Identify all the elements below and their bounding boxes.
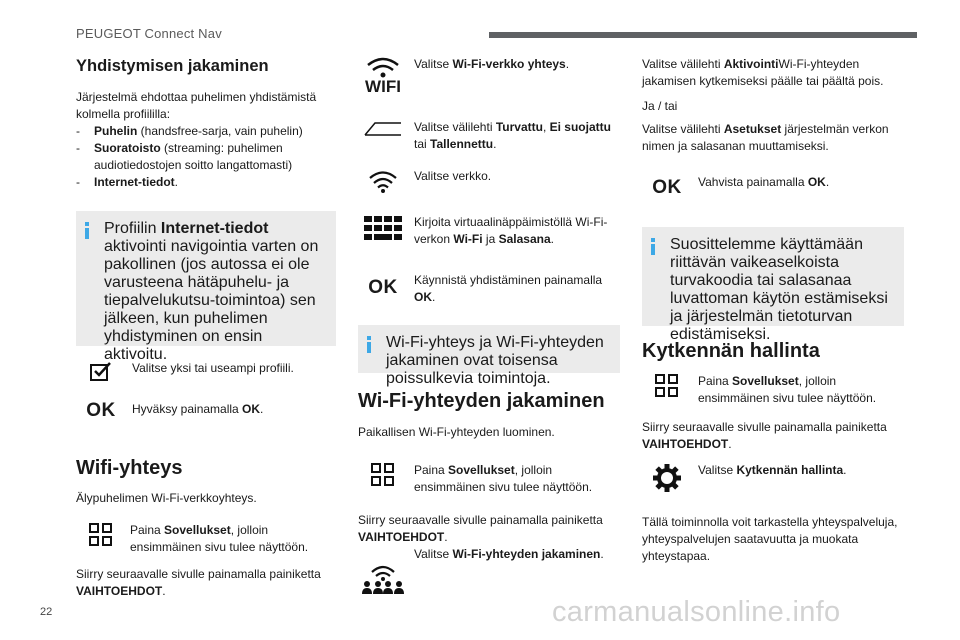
step-select-network: Valitse verkko. bbox=[358, 168, 620, 194]
step-start-connect: OK Käynnistä yhdistäminen painamalla OK. bbox=[368, 273, 603, 304]
profile-item: - Puhelin (handsfree-sarja, vain puhelin) bbox=[76, 123, 338, 140]
step-accept: OK Hyväksy painamalla OK. bbox=[86, 400, 264, 421]
heading-connection-management: Kytkennän hallinta bbox=[642, 340, 820, 362]
step-apps-2: Paina Sovellukset, jolloin ensimmäinen sivu tulee näyttöön. bbox=[358, 462, 620, 496]
heading-connection-sharing: Yhdistymisen jakaminen bbox=[76, 57, 269, 75]
wifi-sharing-intro: Paikallisen Wi-Fi-yhteyden luominen. bbox=[358, 425, 555, 439]
ok-icon: OK bbox=[86, 400, 116, 421]
header-bar bbox=[489, 32, 917, 38]
activation-tab-text: Valitse välilehti AktivointiWi-Fi-yhteyden jakamisen kytkemiseksi päälle tai päältä pois. bbox=[642, 57, 884, 88]
manual-title: PEUGEOT Connect Nav bbox=[76, 26, 222, 41]
column-3-top bbox=[642, 56, 904, 155]
step-confirm: OK Vahvista painamalla OK. bbox=[652, 175, 830, 198]
watermark: carmanualsonline.info bbox=[552, 596, 841, 628]
wifi-icon: WIFI bbox=[358, 56, 408, 96]
profile-item: - Internet-tiedot. bbox=[76, 174, 338, 191]
apps-icon bbox=[358, 462, 408, 488]
wifi-signal-icon bbox=[358, 168, 408, 194]
and-or-text: Ja / tai bbox=[642, 99, 678, 113]
step-select-profiles: Valitse yksi tai useampi profiili. bbox=[76, 360, 338, 382]
wifi-intro: Älypuhelimen Wi-Fi-verkkoyhteys. bbox=[76, 491, 257, 505]
info-icon bbox=[85, 222, 89, 239]
info-box-internet-data: Profiilin Internet-tiedot aktivointi navigointia varten on pakollinen (jos autossa ei ole varusteena hätäpuhelu- ja tiepalvelukutsu-toimintoa) sen jälkeen, kun puhelimen yhdistyminen on ensin aktivoitu. bbox=[76, 211, 336, 346]
ok-icon: OK bbox=[368, 277, 398, 298]
heading-wifi: Wifi-yhteys bbox=[76, 457, 183, 479]
info-box-security: Suosittelemme käyttämään riittävän vaikeaselkoista turvakoodia tai salasanaa luvattoman käytön estämiseksi ja järjestelmän tietoturvan edistämiseksi. bbox=[642, 227, 904, 326]
profile-list bbox=[76, 123, 338, 191]
profiles-intro: Järjestelmä ehdottaa puhelimen yhdistämistä kolmella profiililla: bbox=[76, 90, 317, 121]
step-wifi-network: WIFI Valitse Wi-Fi-verkko yhteys. bbox=[358, 56, 620, 96]
step-apps-1: Paina Sovellukset, jolloin ensimmäinen sivu tulee näyttöön. bbox=[76, 522, 338, 556]
apps-icon bbox=[76, 522, 126, 548]
settings-tab-text: Valitse välilehti Asetukset järjestelmän verkon nimen ja salasanan muuttamiseksi. bbox=[642, 122, 889, 153]
connection-management-description: Tällä toiminnolla voit tarkastella yhteyspalveluja, yhteyspalvelujen saatavuutta ja muokata yhteystapaa. bbox=[642, 515, 898, 563]
info-box-wifi-exclusive: Wi-Fi-yhteys ja Wi-Fi-yhteyden jakaminen ovat toisensa poissulkevia toimintoja. bbox=[358, 325, 620, 373]
next-page-3: Siirry seuraavalle sivulle painamalla painiketta VAIHTOEHDOT. bbox=[642, 420, 887, 451]
next-page-1: Siirry seuraavalle sivulle painamalla painiketta VAIHTOEHDOT. bbox=[76, 567, 321, 598]
step-wifi-sharing: Valitse Wi-Fi-yhteyden jakaminen. bbox=[358, 546, 620, 594]
info-icon bbox=[651, 238, 655, 255]
apps-icon bbox=[642, 373, 692, 399]
ok-icon: OK bbox=[652, 177, 682, 198]
gear-icon bbox=[642, 462, 692, 494]
keyboard-icon bbox=[358, 214, 408, 244]
step-keyboard: Kirjoita virtuaalinäppäimistöllä Wi-Fi-verkon Wi-Fi ja Salasana. bbox=[358, 214, 620, 248]
next-page-2: Siirry seuraavalle sivulle painamalla painiketta VAIHTOEHDOT. bbox=[358, 513, 603, 544]
wifi-sharing-icon bbox=[358, 546, 408, 594]
page-number: 22 bbox=[40, 606, 53, 618]
heading-wifi-sharing: Wi-Fi-yhteyden jakaminen bbox=[358, 390, 605, 412]
checkbox-icon bbox=[76, 360, 126, 382]
info-icon bbox=[367, 336, 371, 353]
column-1 bbox=[76, 50, 338, 199]
profile-item: - Suoratoisto (streaming: puhelimen audiotiedostojen soitto langattomasti) bbox=[76, 140, 338, 174]
tab-icon bbox=[358, 119, 408, 137]
step-apps-3: Paina Sovellukset, jolloin ensimmäinen sivu tulee näyttöön. bbox=[642, 373, 904, 407]
step-tab-security: Valitse välilehti Turvattu, Ei suojattu tai Tallennettu. bbox=[358, 119, 620, 153]
step-connection-management: Valitse Kytkennän hallinta. bbox=[642, 462, 904, 494]
